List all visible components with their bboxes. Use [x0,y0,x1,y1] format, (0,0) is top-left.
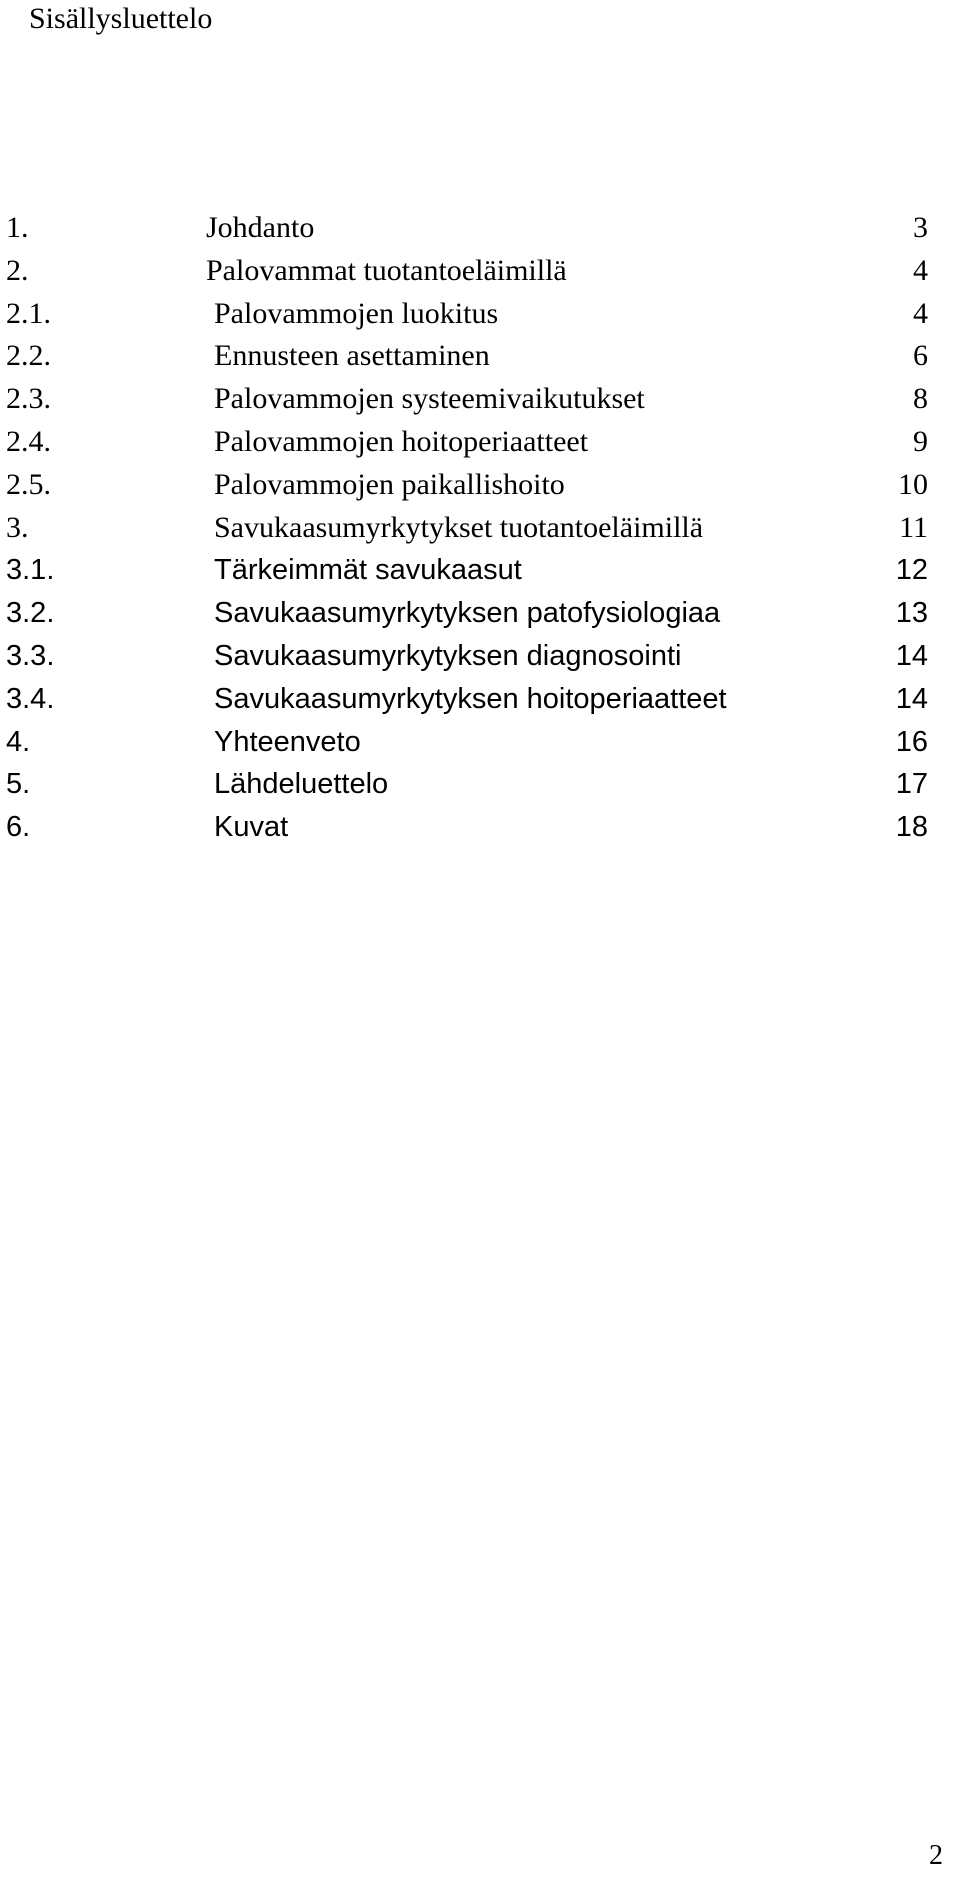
toc-label: Palovammat tuotantoeläimillä [206,253,567,287]
toc-page: 10 [898,467,928,501]
toc-row [0,421,960,464]
toc-number: 4. [6,725,31,758]
toc-number: 5. [6,768,31,801]
toc-label: Savukaasumyrkytyksen patofysiologiaa [214,597,721,630]
table-of-contents [0,207,960,849]
toc-row [0,549,960,592]
toc-row [0,335,960,378]
toc-label: Yhteenveto [214,725,361,758]
toc-number: 6. [6,811,31,844]
toc-label: Tärkeimmät savukaasut [214,554,522,587]
toc-page: 18 [895,811,928,844]
toc-label: Savukaasumyrkytyksen hoitoperiaatteet [214,682,727,715]
toc-page: 13 [895,597,928,630]
toc-row [0,464,960,507]
toc-page: 4 [913,296,928,330]
toc-label: Savukaasumyrkytykset tuotantoeläimillä [214,510,704,544]
toc-number: 2. [6,253,29,287]
toc-number: 2.2. [6,339,51,373]
toc-number: 2.3. [6,382,51,416]
toc-number: 2.4. [6,424,51,458]
toc-number: 3.4. [6,682,55,715]
toc-page: 9 [913,424,928,458]
toc-number: 3.2. [6,597,55,630]
toc-label: Savukaasumyrkytyksen diagnosointi [214,639,682,672]
toc-page: 4 [913,253,928,287]
toc-row [0,507,960,550]
toc-label: Palovammojen paikallishoito [214,467,565,501]
toc-page: 6 [913,339,928,373]
toc-number: 2.5. [6,467,51,501]
toc-label: Palovammojen systeemivaikutukset [214,382,645,416]
toc-page: 16 [895,725,928,758]
toc-page: 12 [895,554,928,587]
toc-number: 3.3. [6,639,55,672]
toc-number: 3.1. [6,554,55,587]
toc-row [0,592,960,635]
toc-page: 17 [895,768,928,801]
toc-row [0,678,960,721]
toc-page: 14 [895,682,928,715]
page-number: 2 [929,1840,943,1871]
toc-page: 8 [913,382,928,416]
toc-row [0,293,960,336]
toc-number: 1. [6,211,29,244]
toc-label: Ennusteen asettaminen [214,339,490,373]
toc-row [0,763,960,806]
toc-label: Palovammojen hoitoperiaatteet [214,424,589,458]
toc-label: Kuvat [214,811,289,844]
toc-row [0,721,960,764]
page-title: Sisällysluettelo [29,2,213,35]
toc-number: 2.1. [6,296,51,330]
toc-row [0,250,960,293]
toc-row [0,207,960,250]
toc-label: Johdanto [206,211,315,244]
toc-row [0,806,960,849]
toc-label: Lähdeluettelo [214,768,389,801]
toc-label: Palovammojen luokitus [214,296,499,330]
toc-number: 3. [6,510,29,544]
toc-row [0,378,960,421]
toc-row [0,635,960,678]
toc-page: 11 [899,510,928,544]
toc-page: 3 [913,211,928,244]
toc-page: 14 [895,639,928,672]
